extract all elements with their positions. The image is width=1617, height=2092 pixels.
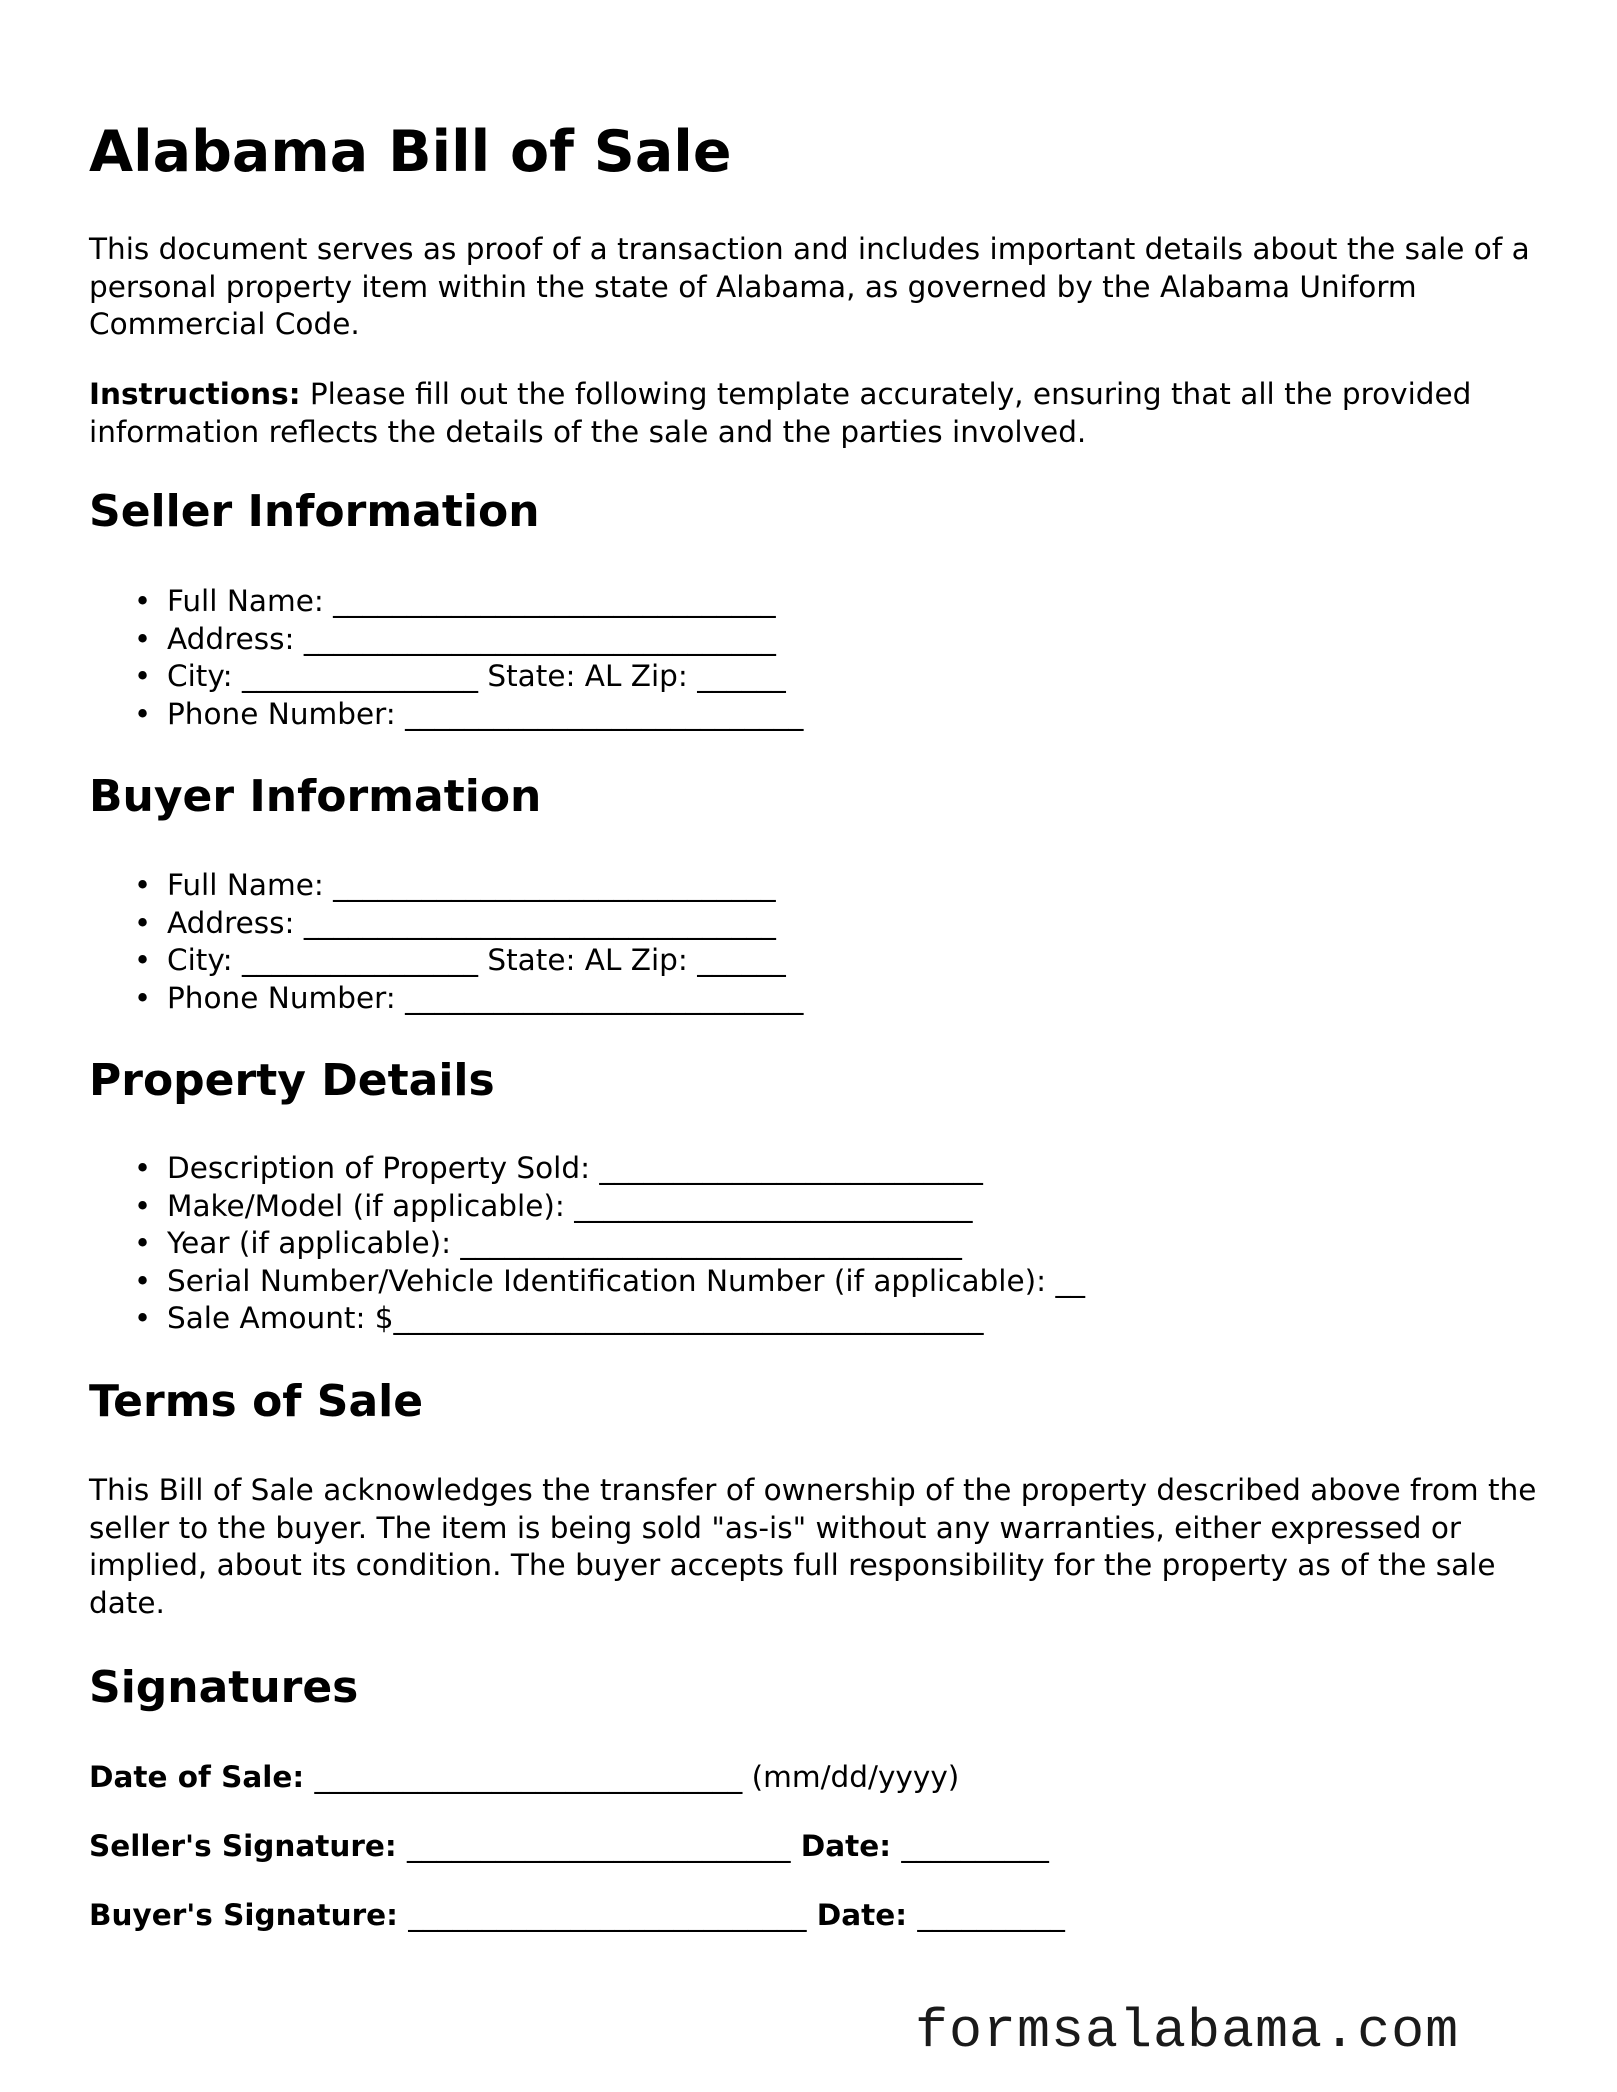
bullet-icon: • — [134, 696, 152, 731]
buyer-full-name-field[interactable] — [134, 867, 803, 905]
buyer-city-blank[interactable]: ________________ — [242, 943, 478, 978]
bullet-icon: • — [134, 621, 152, 656]
seller-full-name-field[interactable] — [134, 583, 803, 621]
buyer-city-field[interactable] — [134, 942, 803, 980]
seller-city-blank[interactable]: ________________ — [242, 659, 478, 694]
property-make-model-field[interactable] — [134, 1188, 1085, 1226]
property-serial-vin-field[interactable] — [134, 1263, 1085, 1301]
buyer-signature-row — [89, 1895, 1065, 1935]
buyer-address-field[interactable] — [134, 905, 803, 943]
buyer-signature-label: Buyer's Signature: — [89, 1898, 409, 1932]
buyer-full-name-blank[interactable]: ______________________________ — [333, 868, 776, 902]
bullet-icon: • — [134, 1188, 152, 1223]
field-label: Sale Amount: $ — [167, 1301, 394, 1336]
buyer-date-label: Date: — [806, 1898, 918, 1932]
seller-signature-row — [89, 1826, 1049, 1866]
seller-date-blank[interactable]: __________ — [901, 1829, 1049, 1863]
date-of-sale-blank[interactable]: _____________________________ — [314, 1760, 743, 1794]
property-serial-vin-blank[interactable]: __ — [1055, 1263, 1085, 1298]
bullet-icon: • — [134, 943, 152, 978]
buyer-heading: Buyer Information — [89, 771, 542, 822]
field-label: Phone Number: — [167, 980, 406, 1015]
bullet-icon: • — [134, 584, 152, 618]
field-label: Serial Number/Vehicle Identification Number (if applicable): — [167, 1263, 1056, 1298]
document-title: Alabama Bill of Sale — [89, 119, 732, 185]
property-year-field[interactable] — [134, 1225, 1085, 1263]
field-label: Description of Property Sold: — [167, 1151, 600, 1185]
property-year-blank[interactable]: __________________________________ — [460, 1226, 962, 1261]
bullet-icon: • — [134, 1301, 152, 1336]
date-of-sale-label: Date of Sale: — [89, 1760, 315, 1794]
seller-fields — [89, 583, 803, 733]
seller-full-name-blank[interactable]: ______________________________ — [333, 584, 776, 618]
buyer-phone-blank[interactable]: ___________________________ — [405, 980, 804, 1015]
field-label: Phone Number: — [167, 696, 406, 731]
field-label: Year (if applicable): — [167, 1226, 461, 1261]
seller-city-field[interactable] — [134, 658, 803, 696]
instructions-text: Please fill out the following template accurately, ensuring that all the provided information reflects the details of the sale and the parties involved. — [89, 377, 1472, 449]
signatures-heading: Signatures — [89, 1662, 359, 1713]
seller-heading: Seller Information — [89, 486, 540, 537]
buyer-address-blank[interactable]: ________________________________ — [303, 905, 776, 940]
seller-phone-field[interactable] — [134, 696, 804, 734]
property-make-model-blank[interactable]: ___________________________ — [574, 1188, 973, 1223]
field-label: Full Name: — [167, 868, 334, 902]
date-format-hint: (mm/dd/yyyy) — [742, 1760, 960, 1794]
instructions-label: Instructions: — [89, 377, 301, 411]
terms-heading: Terms of Sale — [89, 1376, 424, 1427]
seller-signature-label: Seller's Signature: — [89, 1829, 408, 1863]
buyer-date-blank[interactable]: __________ — [917, 1898, 1065, 1932]
seller-signature-blank[interactable]: __________________________ — [407, 1829, 791, 1863]
seller-zip-blank[interactable]: ______ — [697, 659, 786, 694]
property-sale-amount-field[interactable] — [134, 1300, 1085, 1338]
bullet-icon: • — [134, 980, 152, 1015]
seller-date-label: Date: — [790, 1829, 902, 1863]
field-label: Make/Model (if applicable): — [167, 1188, 575, 1223]
bullet-icon: • — [134, 659, 152, 694]
field-label: Address: — [167, 621, 304, 656]
bullet-icon: • — [134, 1226, 152, 1261]
seller-address-field[interactable] — [134, 621, 803, 659]
buyer-fields — [89, 867, 803, 1017]
bullet-icon: • — [134, 1263, 152, 1298]
field-label: Full Name: — [167, 584, 334, 618]
terms-paragraph: This Bill of Sale acknowledges the transfer of ownership of the property described above from the seller to the buyer. The item is being sold "as-is" without any warranties, either expressed or implied, about its condition. The buyer accepts full responsibility for the property as of the sale date. — [89, 1473, 1537, 1620]
property-heading: Property Details — [89, 1055, 495, 1106]
field-label: City: — [167, 659, 242, 694]
date-of-sale-row — [89, 1757, 959, 1797]
buyer-zip-blank[interactable]: ______ — [697, 943, 786, 978]
intro-paragraph: This document serves as proof of a transaction and includes important details about the sale of a personal property item within the state of Alabama, as governed by the Alabama Uniform Commercial Code. — [89, 232, 1530, 341]
buyer-phone-field[interactable] — [134, 980, 804, 1018]
instructions-paragraph — [89, 376, 1549, 451]
site-watermark: formsalabama.com — [915, 2000, 1460, 2063]
bullet-icon: • — [134, 905, 152, 940]
field-label: Address: — [167, 905, 304, 940]
bullet-icon: • — [134, 868, 152, 902]
property-description-blank[interactable]: __________________________ — [599, 1151, 983, 1185]
field-label: City: — [167, 943, 242, 978]
property-sale-amount-blank[interactable]: ________________________________________ — [393, 1301, 984, 1336]
state-zip-label: State: AL Zip: — [478, 943, 698, 978]
bullet-icon: • — [134, 1151, 152, 1185]
property-description-field[interactable] — [134, 1150, 1085, 1188]
buyer-signature-blank[interactable]: ___________________________ — [408, 1898, 807, 1932]
seller-address-blank[interactable]: ________________________________ — [303, 621, 776, 656]
state-zip-label: State: AL Zip: — [478, 659, 698, 694]
seller-phone-blank[interactable]: ___________________________ — [405, 696, 804, 731]
property-fields — [89, 1150, 1085, 1338]
